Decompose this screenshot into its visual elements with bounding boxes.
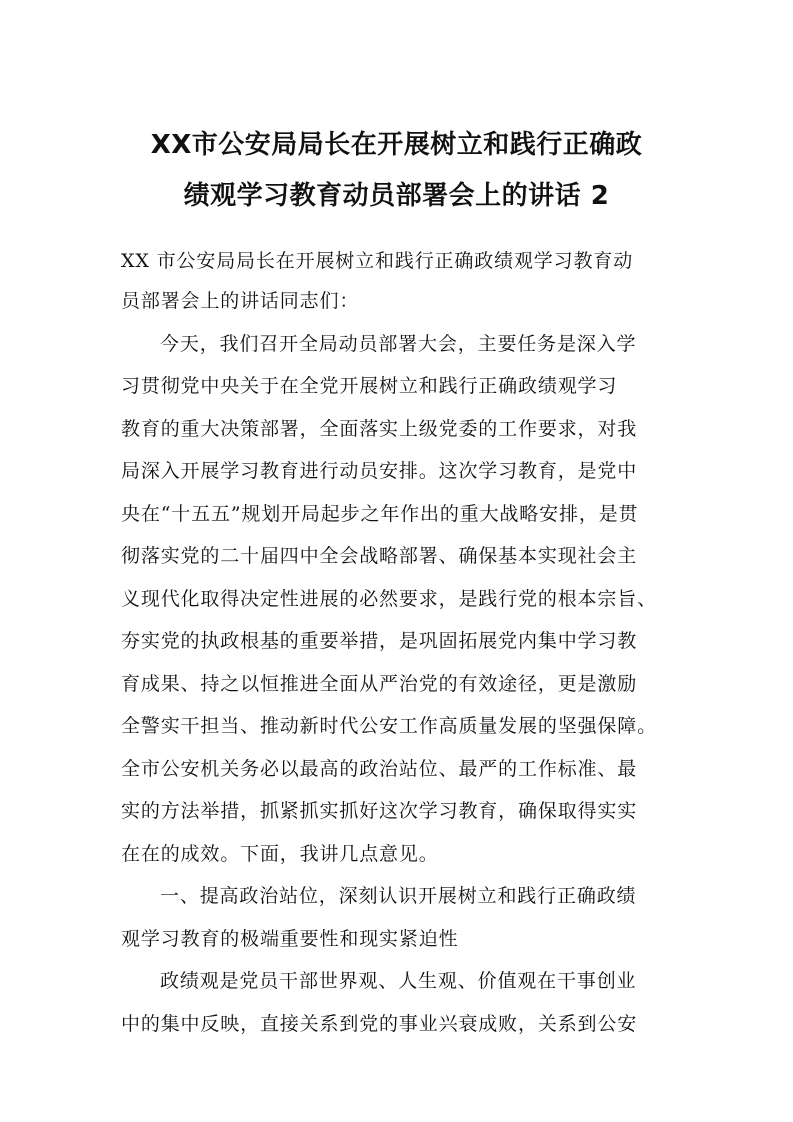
- paragraph-1-line-3: 教育的重大决策部署，全面落实上级党委的工作要求，对我: [121, 418, 638, 440]
- paragraph-1-line-4: 局深入开展学习教育进行动员安排。这次学习教育，是党中: [121, 460, 638, 482]
- paragraph-1-line-7: 义现代化取得决定性进展的必然要求，是践行党的根本宗旨、: [121, 588, 657, 610]
- intro-line-2: 员部署会上的讲话同志们：: [121, 290, 360, 312]
- document-title-line-1: XX市公安局局长在开展树立和践行正确政: [150, 130, 643, 160]
- paragraph-1-line-13: 在在的成效。下面，我讲几点意见。: [121, 843, 439, 865]
- section-heading-1-line-2: 观学习教育的极端重要性和现实紧迫性: [121, 928, 459, 950]
- paragraph-1-line-12: 实的方法举措，抓紧抓实抓好这次学习教育，确保取得实实: [121, 800, 638, 822]
- section-heading-1-line-1: 一、提高政治站位，深刻认识开展树立和践行正确政绩: [160, 885, 637, 907]
- intro-line-1: XX 市公安局局长在开展树立和践行正确政绩观学习教育动: [121, 250, 634, 272]
- document-title-line-2: 绩观学习教育动员部署会上的讲话 2: [183, 181, 610, 211]
- paragraph-2-line-1: 政绩观是党员干部世界观、人生观、价值观在干事创业: [160, 970, 637, 992]
- paragraph-1-line-5: 央在“十五五”规划开局起步之年作出的重大战略安排，是贯: [121, 503, 639, 525]
- paragraph-1-line-9: 育成果、持之以恒推进全面从严治党的有效途径，更是激励: [121, 673, 638, 695]
- paragraph-1-line-6: 彻落实党的二十届四中全会战略部署、确保基本实现社会主: [121, 545, 638, 567]
- paragraph-1-line-11: 全市公安机关务必以最高的政治站位、最严的工作标准、最: [121, 758, 638, 780]
- paragraph-2-line-2: 中的集中反映，直接关系到党的事业兴衰成败，关系到公安: [121, 1013, 638, 1035]
- paragraph-1-line-1: 今天，我们召开全局动员部署大会，主要任务是深入学: [160, 333, 637, 355]
- paragraph-1-line-10: 全警实干担当、推动新时代公安工作高质量发展的坚强保障。: [121, 715, 657, 737]
- paragraph-1-line-2: 习贯彻党中央关于在全党开展树立和践行正确政绩观学习: [121, 375, 618, 397]
- paragraph-1-line-8: 夯实党的执政根基的重要举措，是巩固拓展党内集中学习教: [121, 630, 638, 652]
